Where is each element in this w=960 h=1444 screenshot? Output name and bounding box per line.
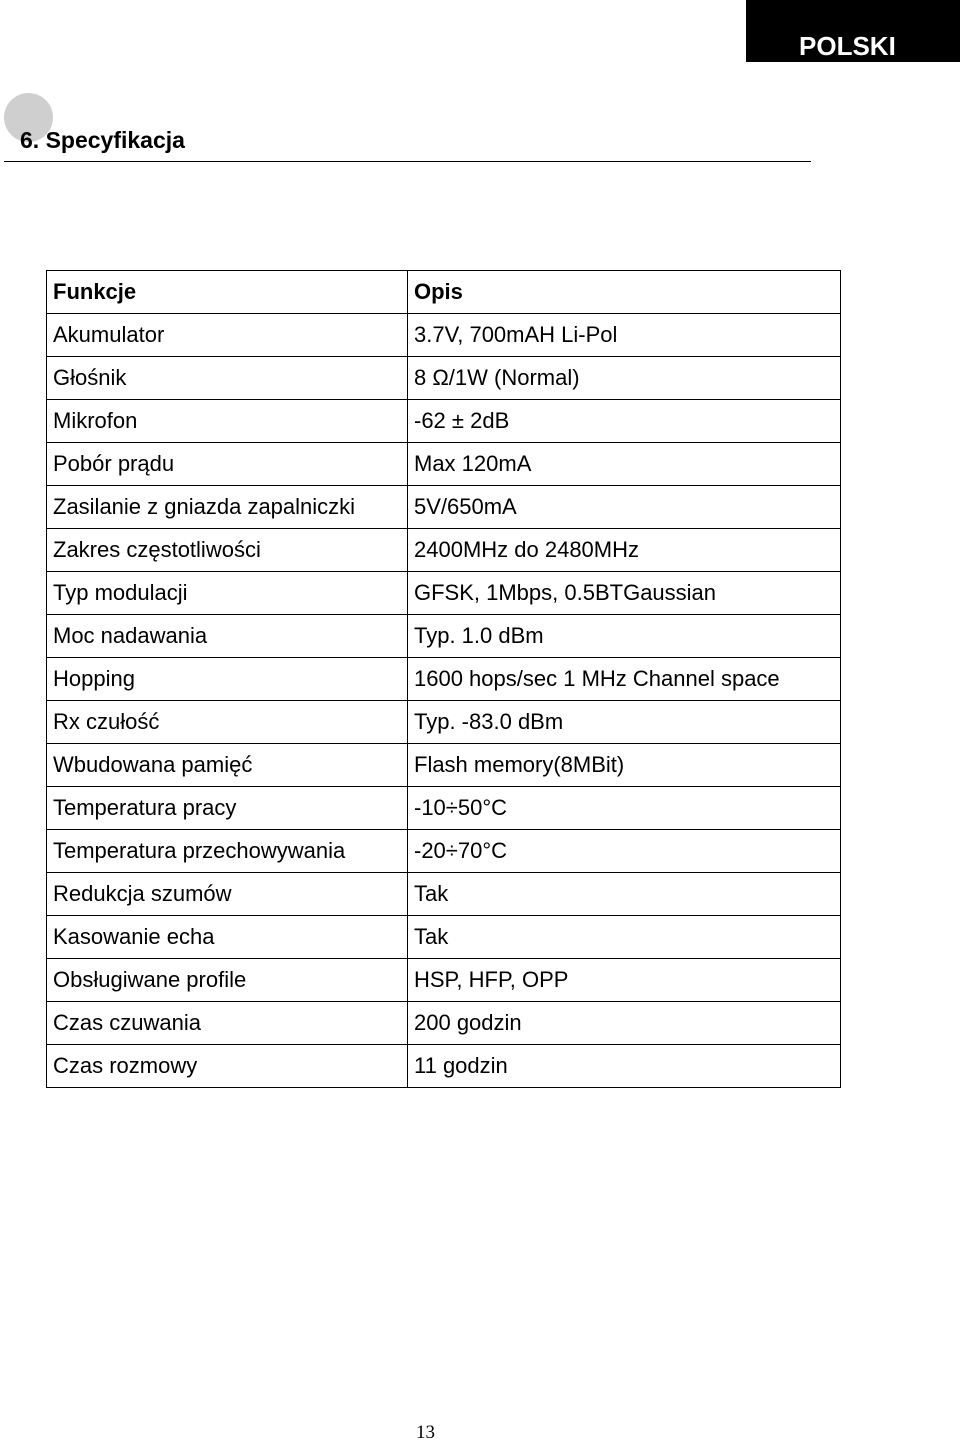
spec-value: -20÷70°C [408, 830, 841, 873]
spec-name: Typ modulacji [47, 572, 408, 615]
spec-value: 1600 hops/sec 1 MHz Channel space [408, 658, 841, 701]
specification-table [46, 270, 841, 1088]
table-row [47, 873, 841, 916]
table-row [47, 314, 841, 357]
spec-name: Głośnik [47, 357, 408, 400]
column-header-description: Opis [408, 271, 841, 314]
language-badge: POLSKI [746, 0, 960, 62]
table-row [47, 744, 841, 787]
spec-name: Rx czułość [47, 701, 408, 744]
spec-value: Tak [408, 873, 841, 916]
table-row [47, 916, 841, 959]
table-row [47, 1002, 841, 1045]
spec-name: Redukcja szumów [47, 873, 408, 916]
spec-name: Mikrofon [47, 400, 408, 443]
table-row [47, 400, 841, 443]
spec-name: Moc nadawania [47, 615, 408, 658]
spec-value: Typ. -83.0 dBm [408, 701, 841, 744]
table-row [47, 787, 841, 830]
table-header-row [47, 271, 841, 314]
spec-value: Typ. 1.0 dBm [408, 615, 841, 658]
spec-value: 200 godzin [408, 1002, 841, 1045]
page-number: 13 [416, 1422, 435, 1443]
spec-value: 8 Ω/1W (Normal) [408, 357, 841, 400]
spec-value: HSP, HFP, OPP [408, 959, 841, 1002]
spec-name: Wbudowana pamięć [47, 744, 408, 787]
section-title: 6. Specyfikacja [20, 127, 185, 153]
spec-name: Akumulator [47, 314, 408, 357]
table-row [47, 615, 841, 658]
table-row [47, 701, 841, 744]
spec-value: 5V/650mA [408, 486, 841, 529]
table-row [47, 959, 841, 1002]
spec-name: Pobór prądu [47, 443, 408, 486]
table-row [47, 443, 841, 486]
column-header-function: Funkcje [47, 271, 408, 314]
spec-name: Temperatura pracy [47, 787, 408, 830]
spec-name: Kasowanie echa [47, 916, 408, 959]
spec-name: Obsługiwane profile [47, 959, 408, 1002]
spec-name: Zasilanie z gniazda zapalniczki [47, 486, 408, 529]
table-row [47, 830, 841, 873]
spec-value: Max 120mA [408, 443, 841, 486]
spec-value: 3.7V, 700mAH Li-Pol [408, 314, 841, 357]
spec-name: Czas czuwania [47, 1002, 408, 1045]
spec-value: Flash memory(8MBit) [408, 744, 841, 787]
spec-name: Czas rozmowy [47, 1045, 408, 1088]
spec-value: GFSK, 1Mbps, 0.5BTGaussian [408, 572, 841, 615]
spec-value: -10÷50°C [408, 787, 841, 830]
spec-value: 11 godzin [408, 1045, 841, 1088]
table-row [47, 572, 841, 615]
section-divider [4, 161, 811, 162]
table-row [47, 486, 841, 529]
table-row [47, 357, 841, 400]
spec-name: Temperatura przechowywania [47, 830, 408, 873]
table-row [47, 529, 841, 572]
spec-value: Tak [408, 916, 841, 959]
spec-name: Zakres częstotliwości [47, 529, 408, 572]
table-row [47, 1045, 841, 1088]
spec-name: Hopping [47, 658, 408, 701]
table-row [47, 658, 841, 701]
spec-value: 2400MHz do 2480MHz [408, 529, 841, 572]
spec-value: -62 ± 2dB [408, 400, 841, 443]
